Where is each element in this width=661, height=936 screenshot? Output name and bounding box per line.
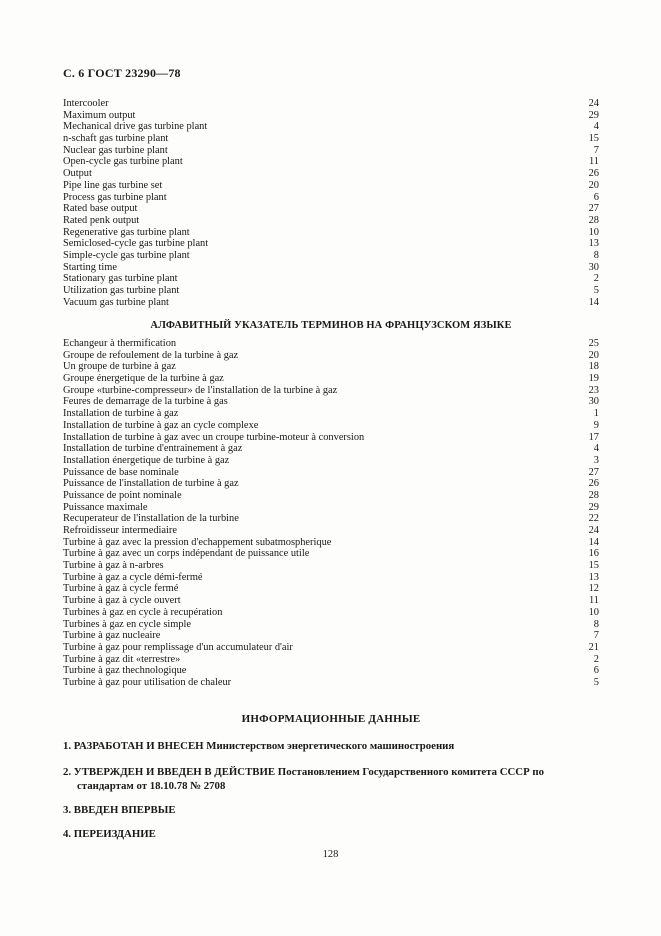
index-term: Puissance de point nominale [63, 489, 182, 501]
index-row [63, 110, 599, 122]
index-page-ref: 8 [593, 618, 599, 630]
index-row [63, 338, 599, 350]
index-term: Vacuum gas turbine plant [63, 296, 169, 308]
index-row [63, 408, 599, 420]
index-page-ref: 7 [593, 630, 599, 642]
index-term: Maximum output [63, 109, 136, 121]
index-term: Turbine à gaz à cycle fermé [63, 583, 179, 595]
index-page-ref: 26 [588, 478, 599, 490]
info-item-approved-line2: стандартам от 18.10.78 № 2708 [77, 780, 226, 792]
index-page-ref: 10 [588, 226, 599, 238]
index-term: Output [63, 168, 92, 180]
index-page-ref: 23 [588, 384, 599, 396]
info-item-first-introduced-text: 3. ВВЕДЕН ВПЕРВЫЕ [63, 804, 176, 816]
index-row [63, 595, 599, 607]
info-item-reissue-text: 4. ПЕРЕИЗДАНИЕ [63, 828, 156, 840]
index-term: Utilization gas turbine plant [63, 285, 180, 296]
index-term: Puissance de base nominale [63, 466, 179, 478]
index-term: Turbine à gaz à cycle ouvert [63, 595, 181, 607]
page-header: С. 6 ГОСТ 23290—78 [63, 66, 181, 80]
index-page-ref: 29 [588, 501, 599, 513]
index-row [63, 396, 599, 408]
index-term: Process gas turbine plant [63, 191, 167, 203]
index-row [63, 180, 599, 192]
index-term: Un groupe de turbine à gaz [63, 361, 176, 373]
index-row [63, 156, 599, 168]
index-term: Nuclear gas turbine plant [63, 144, 168, 156]
info-item-reissue [63, 827, 608, 841]
index-term: Puissance maximale [63, 501, 148, 513]
index-term: Installation de turbine à gaz [63, 408, 179, 420]
index-row [63, 133, 599, 145]
index-page-ref: 24 [588, 525, 599, 536]
index-page-ref: 5 [593, 676, 599, 688]
index-page-ref: 3 [593, 454, 599, 466]
index-term: Groupe énergetique de la turbine à gaz [63, 373, 224, 385]
index-term: Echangeur à thermification [63, 338, 177, 349]
index-term: Feures de demarrage de la turbine à gas [63, 396, 228, 408]
index-term: n-schaft gas turbine plant [63, 133, 169, 145]
index-term: Turbines à gaz en cycle à recupération [63, 606, 223, 618]
index-term: Installation de turbine à gaz an cycle complexe [63, 419, 259, 431]
index-term: Rated base output [63, 203, 138, 215]
index-term: Recuperateur de l'installation de la turbine [63, 513, 239, 525]
index-row [63, 619, 599, 631]
index-page-ref: 26 [588, 168, 599, 180]
index-term: Turbine à gaz pour remplissage d'un accumulateur d'air [63, 641, 293, 653]
index-page-ref: 20 [588, 349, 599, 361]
index-page-ref: 13 [588, 238, 599, 250]
index-term: Simple-cycle gas turbine plant [63, 249, 190, 261]
index-page-ref: 11 [588, 595, 599, 607]
index-page-ref: 20 [588, 179, 599, 191]
index-row [63, 215, 599, 227]
index-page-ref: 27 [588, 466, 599, 478]
page-number: 128 [322, 849, 339, 860]
index-page-ref: 25 [588, 338, 599, 349]
index-page-ref: 9 [593, 419, 599, 431]
index-page-ref: 5 [593, 285, 599, 296]
index-row [63, 537, 599, 549]
index-row [63, 560, 599, 572]
index-page-ref: 6 [593, 191, 599, 203]
index-page-ref: 29 [588, 109, 599, 121]
index-row [63, 455, 599, 467]
index-page-ref: 17 [588, 431, 599, 443]
index-row [63, 273, 599, 285]
index-row [63, 583, 599, 595]
index-term: Stationary gas turbine plant [63, 273, 178, 285]
index-term: Semiclosed-cycle gas turbine plant [63, 238, 209, 250]
index-row [63, 361, 599, 373]
index-term: Turbine à gaz avec un corps indépendant de puissance utile [63, 548, 310, 560]
index-row [63, 121, 599, 133]
index-page-ref: 14 [588, 536, 599, 548]
index-row [63, 630, 599, 642]
index-page-ref: 28 [588, 489, 599, 501]
index-row [63, 227, 599, 239]
index-row [63, 677, 599, 689]
index-term: Pipe line gas turbine set [63, 179, 163, 191]
index-page-ref: 11 [588, 156, 599, 168]
index-term: Mechanical drive gas turbine plant [63, 121, 208, 133]
index-page-ref: 7 [593, 144, 599, 156]
index-page-ref: 8 [593, 249, 599, 261]
index-row [63, 238, 599, 250]
index-row [63, 250, 599, 262]
index-row [63, 192, 599, 204]
index-term: Turbine à gaz pour utilisation de chaleur [63, 676, 232, 688]
index-page-ref: 1 [593, 408, 599, 420]
info-item-first-introduced [63, 803, 608, 817]
index-term: Rated penk output [63, 214, 140, 226]
index-row [63, 490, 599, 502]
info-item-developed-text: 1. РАЗРАБОТАН И ВНЕСЕН Министерством энергетического машиностроения [63, 740, 455, 752]
index-row [63, 607, 599, 619]
index-term: Groupe «turbine-compresseur» de l'installation de la turbine à gaz [63, 384, 338, 396]
index-term: Installation énergetique de turbine à gaz [63, 454, 230, 466]
index-row [63, 98, 599, 110]
index-page-ref: 12 [588, 583, 599, 595]
index-row [63, 262, 599, 274]
french-term-index [63, 338, 599, 689]
index-term: Starting time [63, 261, 117, 273]
index-term: Intercooler [63, 98, 109, 109]
index-row [63, 443, 599, 455]
index-row [63, 285, 599, 297]
index-term: Refroidisseur intermediaire [63, 525, 177, 536]
index-row [63, 203, 599, 215]
index-page-ref: 14 [588, 296, 599, 308]
index-page-ref: 22 [588, 513, 599, 525]
index-page-ref: 27 [588, 203, 599, 215]
index-page-ref: 13 [588, 571, 599, 583]
index-page-ref: 30 [588, 396, 599, 408]
index-page-ref: 15 [588, 560, 599, 572]
index-term: Turbine à gaz nucleaire [63, 630, 161, 642]
index-page-ref: 10 [588, 606, 599, 618]
index-page-ref: 2 [593, 653, 599, 665]
index-term: Regenerative gas turbine plant [63, 226, 190, 238]
index-term: Puissance de l'installation de turbine à gaz [63, 478, 239, 490]
index-row [63, 385, 599, 397]
index-term: Installation de turbine d'entrainement à gaz [63, 443, 243, 455]
index-page-ref: 18 [588, 361, 599, 373]
index-term: Turbine à gaz avec la pression d'echappement subatmospherique [63, 536, 332, 548]
index-row [63, 373, 599, 385]
index-term: Turbine à gaz a cycle démi-fermé [63, 571, 203, 583]
index-row [63, 467, 599, 479]
info-section-title: ИНФОРМАЦИОННЫЕ ДАННЫЕ [241, 713, 421, 725]
index-page-ref: 15 [588, 133, 599, 145]
index-row [63, 420, 599, 432]
index-row [63, 525, 599, 537]
index-row [63, 478, 599, 490]
index-term: Installation de turbine à gaz avec un croupe turbine-moteur à conversion [63, 431, 365, 443]
index-page-ref: 28 [588, 214, 599, 226]
index-term: Turbine à gaz dit «terrestre» [63, 653, 181, 665]
index-row [63, 642, 599, 654]
french-index-title: АЛФАВИТНЫЙ УКАЗАТЕЛЬ ТЕРМИНОВ НА ФРАНЦУЗСКОМ ЯЗЫКЕ [150, 320, 512, 331]
index-page-ref: 30 [588, 261, 599, 273]
index-row [63, 297, 599, 309]
index-row [63, 572, 599, 584]
index-row [63, 502, 599, 514]
index-term: Open-cycle gas turbine plant [63, 156, 183, 168]
index-term: Groupe de refoulement de la turbine à gaz [63, 349, 239, 361]
index-row [63, 145, 599, 157]
index-page-ref: 4 [593, 443, 599, 455]
index-page-ref: 19 [588, 373, 599, 385]
index-page-ref: 2 [593, 273, 599, 285]
index-page-ref: 16 [588, 548, 599, 560]
index-row [63, 548, 599, 560]
info-item-developed [63, 739, 608, 753]
index-page-ref: 6 [593, 665, 599, 677]
index-row [63, 654, 599, 666]
index-row [63, 665, 599, 677]
index-row [63, 168, 599, 180]
index-page-ref: 4 [593, 121, 599, 133]
index-term: Turbines à gaz en cycle simple [63, 618, 192, 630]
index-page-ref: 24 [588, 98, 599, 109]
index-row [63, 513, 599, 525]
index-page-ref: 21 [588, 641, 599, 653]
info-item-approved [63, 765, 608, 793]
index-term: Turbine à gaz thechnologique [63, 665, 187, 677]
english-term-index [63, 98, 599, 308]
index-row [63, 350, 599, 362]
index-row [63, 432, 599, 444]
info-item-approved-line1: 2. УТВЕРЖДЕН И ВВЕДЕН В ДЕЙСТВИЕ Постановлением Государственного комитета СССР по [63, 766, 545, 778]
index-term: Turbine à gaz à n-arbres [63, 560, 164, 572]
